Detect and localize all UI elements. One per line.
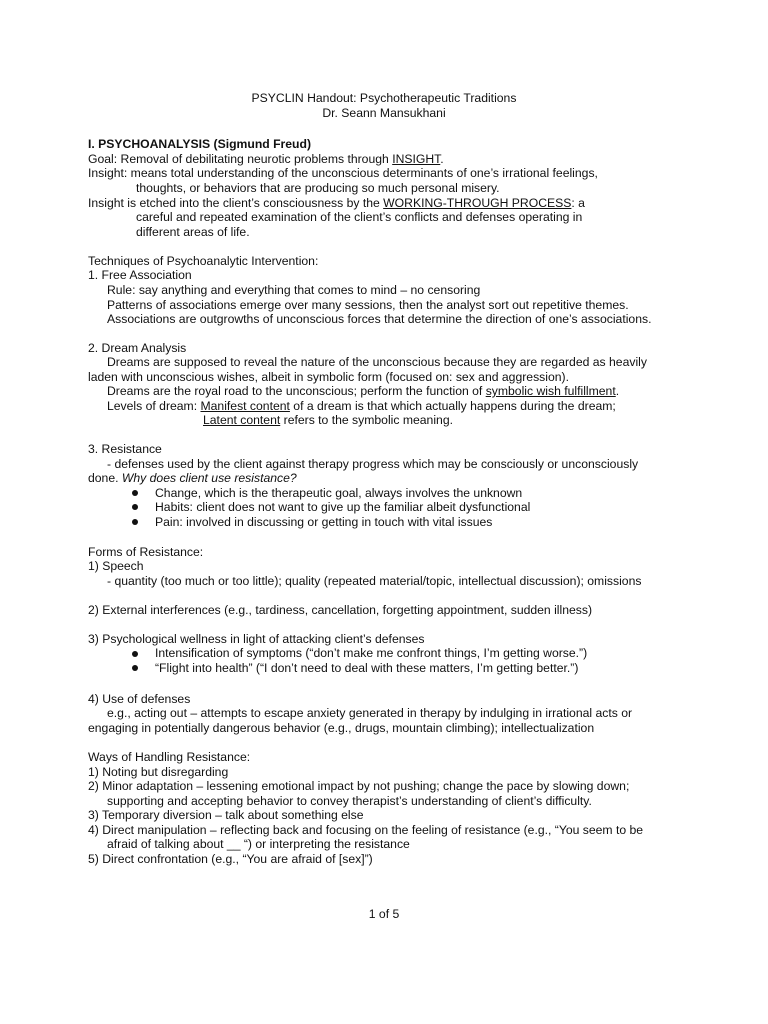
insight-line-2: thoughts, or behaviors that are producing so much personal misery. [136,181,500,195]
external-interferences: 2) External interferences (e.g., tardiness, cancellation, forgetting appointment, sudden illness) [88,603,593,617]
resistance-bullet-2: Habits: client does not want to give up the familiar albeit dysfunctional [155,500,531,514]
defenses-line-2: engaging in potentially dangerous behavior (e.g., drugs, mountain climbing); intellectualization [88,721,595,735]
defenses-line-1: e.g., acting out – attempts to escape anxiety generated in therapy by indulging in irrational acts or [107,706,633,720]
dream-line-3-end: . [615,384,620,398]
dream-line-1: Dreams are supposed to reveal the nature of the unconscious because they are regarded as heavily [107,355,647,369]
dream-analysis-title: 2. Dream Analysis [88,341,187,355]
handling-item-4-cont: afraid of talking about __ “) or interpreting the resistance [107,837,410,851]
document-title: PSYCLIN Handout: Psychotherapeutic Traditions [251,91,517,105]
free-association-title: 1. Free Association [88,268,192,282]
handling-item-3: 3) Temporary diversion – talk about something else [88,808,364,822]
etched-text: Insight is etched into the client’s consciousness by the [88,196,384,210]
goal-line [88,152,444,167]
handling-item-5: 5) Direct confrontation (e.g., “You are afraid of [sex]”) [88,852,373,866]
bullet-icon [132,651,138,657]
handling-item-2: 2) Minor adaptation – lessening emotional impact by not pushing; change the pace by slowing down; [88,779,630,793]
etched-line-2: careful and repeated examination of the client’s conflicts and defenses operating in [136,210,583,224]
resistance-title: 3. Resistance [88,442,162,456]
free-association-line-2: Patterns of associations emerge over many sessions, then the analyst sort out repetitive themes. [107,298,629,312]
resistance-bullet-1: Change, which is the therapeutic goal, always involves the unknown [155,486,523,500]
resistance-bullet-3: Pain: involved in discussing or getting in touch with vital issues [155,515,493,529]
free-association-line-1: Rule: say anything and everything that comes to mind – no censoring [107,283,481,297]
symbolic-wish-fulfillment: symbolic wish fulfillment [485,384,616,398]
etched-end: : a [571,196,585,210]
page-number: 1 of 5 [368,907,400,921]
dream-line-2: laden with unconscious wishes, albeit in symbolic form (focused on: sex and aggression). [88,370,569,384]
wellness-title: 3) Psychological wellness in light of attacking client’s defenses [88,632,425,646]
dream-line-3 [107,384,619,399]
section-heading-psychoanalysis: I. PSYCHOANALYSIS (Sigmund Freud) [88,137,312,151]
bullet-icon [132,665,138,671]
free-association-line-3: Associations are outgrowths of unconscious forces that determine the direction of one’s associations. [107,312,652,326]
levels-of-dream-label: Levels of dream: [107,399,201,413]
bullet-icon [132,504,138,510]
handling-item-4: 4) Direct manipulation – reflecting back and focusing on the feeling of resistance (e.g., “You seem to be [88,823,644,837]
forms-heading: Forms of Resistance: [88,545,204,559]
bullet-icon [132,519,138,525]
wellness-bullet-1: Intensification of symptoms (“don’t make me confront things, I’m getting worse.”) [155,646,588,660]
bullet-icon [132,490,138,496]
etched-underlined: WORKING-THROUGH PROCESS [383,196,572,210]
manifest-content-desc: of a dream is that which actually happens during the dream; [289,399,616,413]
latent-content-desc: refers to the symbolic meaning. [280,413,453,427]
defenses-title: 4) Use of defenses [88,692,191,706]
etched-line-1 [88,196,585,211]
goal-text: Goal: Removal of debilitating neurotic problems through [88,152,393,166]
handling-item-1: 1) Noting but disregarding [88,765,229,779]
handling-item-2-cont: supporting and accepting behavior to convey therapist’s understanding of client’s difficulty. [107,794,592,808]
resistance-line-2 [88,471,297,486]
speech-desc: - quantity (too much or too little); quality (repeated material/topic, intellectual discussion); omissions [107,574,642,588]
resistance-line-1: - defenses used by the client against therapy progress which may be consciously or unconsciously [107,457,639,471]
goal-underlined: INSIGHT [392,152,441,166]
etched-line-3: different areas of life. [136,225,250,239]
speech-title: 1) Speech [88,559,144,573]
dream-line-5 [203,413,453,428]
document-author: Dr. Seann Mansukhani [322,106,446,120]
latent-content: Latent content [203,413,281,427]
manifest-content: Manifest content [200,399,290,413]
resistance-question: Why does client use resistance? [121,471,297,485]
handling-heading: Ways of Handling Resistance: [88,750,251,764]
insight-line-1: Insight: means total understanding of the unconscious determinants of one’s irrational feelings, [88,166,598,180]
wellness-bullet-2: “Flight into health” (“I don’t need to deal with these matters, I’m getting better.”) [155,661,579,675]
goal-end: . [440,152,444,166]
dream-line-4 [107,399,616,414]
dream-line-3-text: Dreams are the royal road to the unconscious; perform the function of [107,384,486,398]
techniques-heading: Techniques of Psychoanalytic Intervention: [88,254,319,268]
resistance-line-2-text: done. [88,471,122,485]
